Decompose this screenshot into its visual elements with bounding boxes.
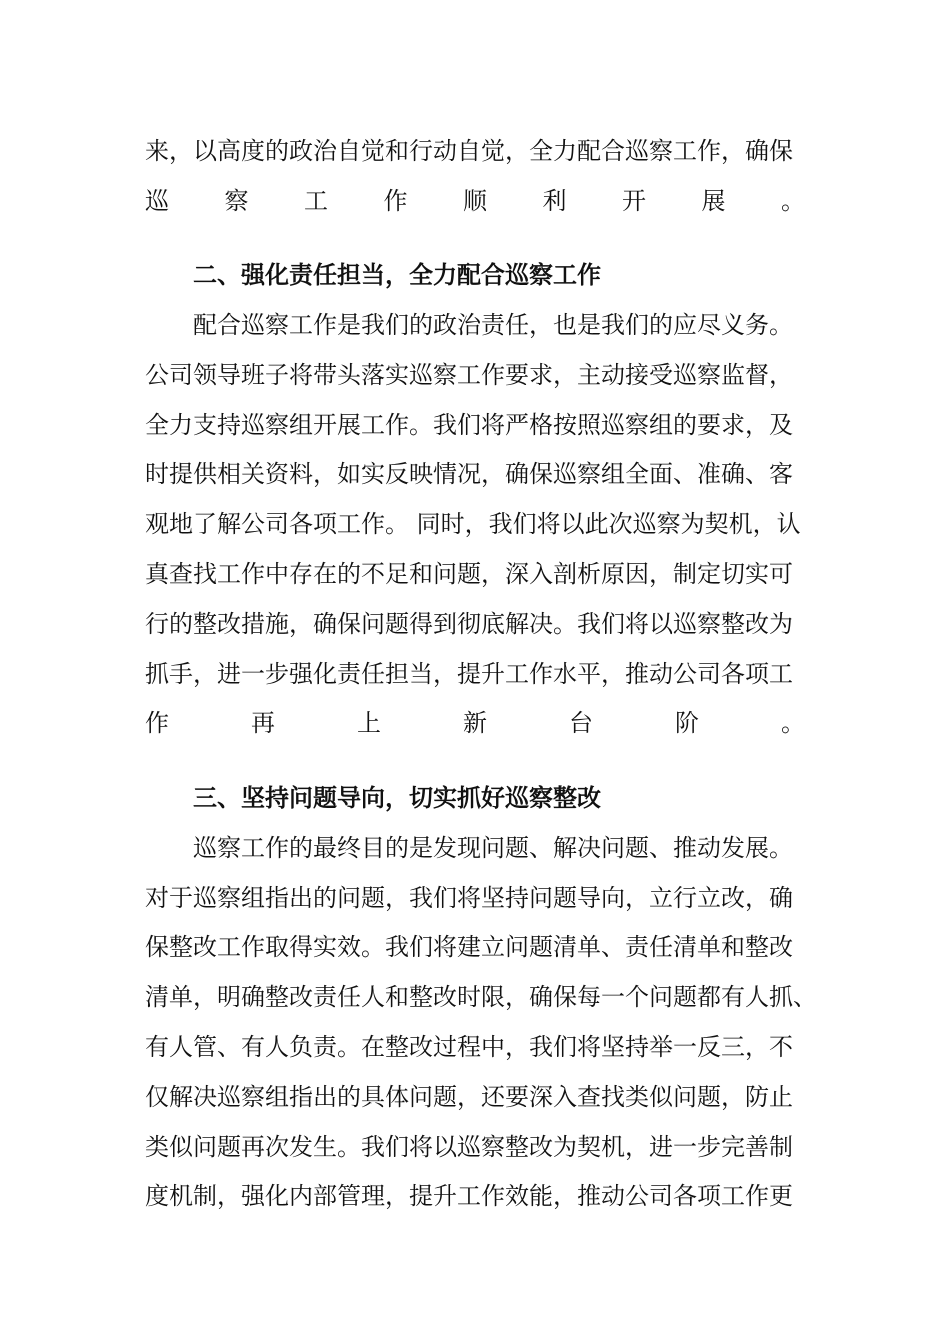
paragraph-line: 公司领导班子将带头落实巡察工作要求，主动接受巡察监督， (145, 361, 793, 389)
paragraph-line: 保整改工作取得实效。我们将建立问题清单、责任清单和整改 (145, 933, 793, 961)
char: 台 (569, 709, 593, 737)
char: 作 (383, 187, 408, 215)
char: 。 (781, 709, 805, 737)
paragraph-line: 观地了解公司各项工作。 同时，我们将以此次巡察为契机，认 (145, 510, 801, 538)
char: 顺 (463, 187, 487, 215)
char: 察 (224, 187, 249, 215)
paragraph-line: 配合巡察工作是我们的政治责任，也是我们的应尽义务。 (193, 311, 793, 339)
paragraph-line: 抓手，进一步强化责任担当，提升工作水平，推动公司各项工 (145, 660, 793, 688)
char: 开 (622, 187, 646, 215)
paragraph-line: 仅解决巡察组指出的具体问题，还要深入查找类似问题，防止 (145, 1083, 793, 1111)
char: 作 (145, 709, 169, 737)
paragraph-line: 来，以高度的政治自觉和行动自觉，全力配合巡察工作，确保 (145, 137, 793, 165)
char: 新 (463, 709, 487, 737)
paragraph-line: 清单，明确整改责任人和整改时限，确保每一个问题都有人抓、 (145, 983, 817, 1011)
paragraph-line: 度机制，强化内部管理，提升工作效能，推动公司各项工作更 (145, 1182, 793, 1210)
paragraph-line: 类似问题再次发生。我们将以巡察整改为契机，进一步完善制 (145, 1133, 793, 1161)
paragraph-line: 行的整改措施，确保问题得到彻底解决。我们将以巡察整改为 (145, 610, 793, 638)
paragraph-line: 巡察工作的最终目的是发现问题、解决问题、推动发展。 (193, 834, 793, 862)
section-heading: 二、强化责任担当，全力配合巡察工作 (193, 261, 601, 289)
paragraph-line: 全力支持巡察组开展工作。我们将严格按照巡察组的要求，及 (145, 411, 793, 439)
paragraph-line: 时提供相关资料，如实反映情况，确保巡察组全面、准确、客 (145, 460, 793, 488)
char: 利 (542, 187, 567, 215)
section-heading: 三、坚持问题导向，切实抓好巡察整改 (193, 784, 601, 812)
paragraph-line: 有人管、有人负责。在整改过程中，我们将坚持举一反三，不 (145, 1033, 793, 1061)
char: 展 (701, 187, 726, 215)
paragraph-line: 对于巡察组指出的问题，我们将坚持问题导向，立行立改，确 (145, 884, 793, 912)
paragraph-line: 真查找工作中存在的不足和问题，深入剖析原因，制定切实可 (145, 560, 793, 588)
char: 再 (251, 709, 275, 737)
char: 。 (781, 187, 805, 215)
char: 巡 (145, 187, 169, 215)
char: 上 (357, 709, 381, 737)
paragraph-line-spread (145, 708, 805, 738)
paragraph-line-spread (145, 186, 805, 216)
char: 阶 (675, 709, 699, 737)
char: 工 (304, 187, 328, 215)
